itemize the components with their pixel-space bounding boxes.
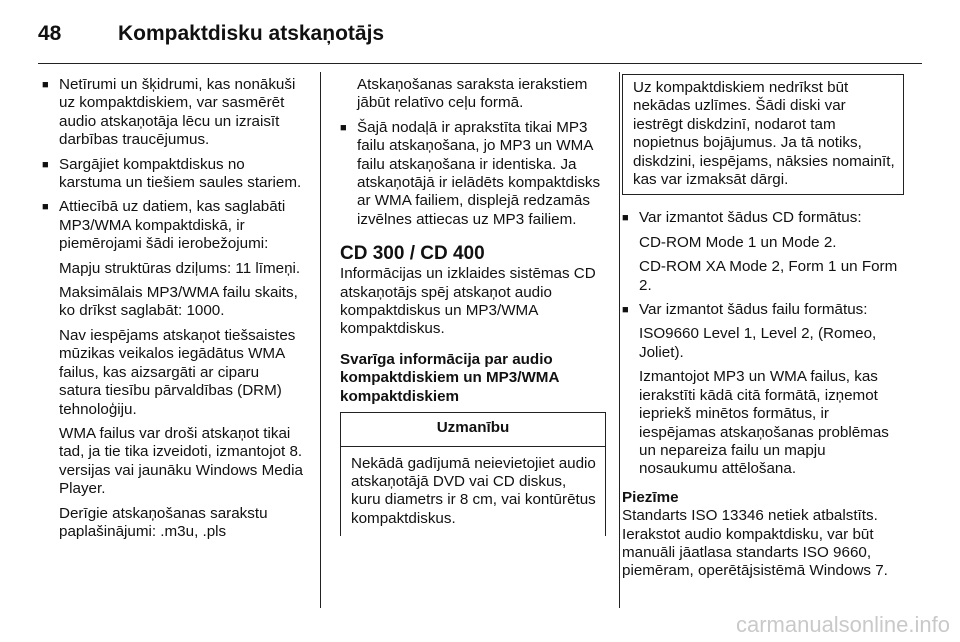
bullet-item: ■ Šajā nodaļā ir aprakstīta tikai MP3 failu atskaņošana, jo MP3 un WMA failu atskaņošana ir identiska. Ja atskaņotājā ir ielādēts kompaktdisks ar WMA failiem, displejā redzamās izvēlnes attiecas uz MP3 failiem. xyxy=(340,119,606,229)
sub-paragraph: Izmantojot MP3 un WMA failus, kas ierakstīti kādā citā formātā, izņemot iepriekš minētos formātus, ir iespējamas atskaņošanas problēmas un nepareiza failu un mapju nosaukumu attēlošana. xyxy=(639,368,889,478)
sub-paragraph: Derīgie atskaņošanas sarakstu paplašinājumi: .m3u, .pls xyxy=(59,504,268,540)
column-3 xyxy=(622,76,904,581)
warning-box: Uz kompaktdiskiem nedrīkst būt nekādas uzlīmes. Šādi diski var iestrēgt diskdzinī, nodarot tam nopietnus bojājumus. Ja tā notiks, diskdzini, iespējams, nāksies nomainīt, kas var izmaksāt dārgi. xyxy=(622,74,904,195)
bullet-item: ■ Sargājiet kompaktdiskus no karstuma un tiešiem saules stariem. xyxy=(42,156,304,193)
watermark: carmanualsonline.info xyxy=(735,612,950,637)
sub-paragraph: Nav iespējams atskaņot tiešsaistes mūzikas veikalos iegādātus WMA failus, kas aizsargāti ar ciparu satura tiesību pārvaldības (DRM) tehnoloģiju. xyxy=(59,326,296,418)
section-title: CD 300 / CD 400 xyxy=(340,243,485,265)
page-title: Kompaktdisku atskaņotājs xyxy=(118,22,385,45)
bullet-item: ■ Attiecībā uz datiem, kas saglabāti MP3/WMA kompaktdiskā, ir piemērojami šādi ierobežojumi: xyxy=(42,198,304,253)
sub-paragraph: CD-ROM Mode 1 un Mode 2. xyxy=(639,233,837,251)
caution-title: Uzmanību xyxy=(341,413,605,446)
sub-paragraph: Atskaņošanas saraksta ierakstiem jābūt relatīvo ceļu formā. xyxy=(357,76,588,112)
header-rule xyxy=(38,63,922,64)
bullet-item: ■ Netīrumi un šķidrumi, kas nonākuši uz kompaktdiskiem, var sasmērēt audio atskaņotāja lēcu un izraisīt darbības traucējumus. xyxy=(42,76,304,150)
note-title: Piezīme xyxy=(622,488,679,506)
sub-paragraph: WMA failus var droši atskaņot tikai tad, ja tie tika izveidoti, izmantojot 8. versijas vai jaunāku Windows Media Player. xyxy=(59,424,303,498)
page-number: 48 xyxy=(38,22,62,45)
sub-paragraph: Maksimālais MP3/WMA failu skaits, ko drīkst saglabāt: 1000. xyxy=(59,284,298,320)
column-1 xyxy=(42,76,304,547)
column-divider-2 xyxy=(619,72,620,608)
bold-heading: Svarīga informācija par audio kompaktdiskiem un MP3/WMA kompaktdiskiem xyxy=(340,350,559,405)
bullet-item: ■ Var izmantot šādus failu formātus: xyxy=(622,301,904,319)
caution-text: Nekādā gadījumā neievietojiet audio atskaņotājā DVD vai CD diskus, kuru diametrs ir 8 cm, vai kontūrētus kompaktdiskus. xyxy=(351,454,596,527)
column-2 xyxy=(340,76,606,536)
bullet-item: ■ Var izmantot šādus CD formātus: xyxy=(622,209,904,227)
sub-paragraph: ISO9660 Level 1, Level 2, (Romeo, Joliet). xyxy=(639,325,877,361)
column-divider-1 xyxy=(320,72,321,608)
intro-paragraph: Informācijas un izklaides sistēmas CD atskaņotājs spēj atskaņot audio kompaktdiskus un MP3/WMA kompaktdiskus. xyxy=(340,265,596,338)
note-text: Standarts ISO 13346 netiek atbalstīts. Ierakstot audio kompaktdisku, var būt manuāli jāatlasa standarts ISO 9660, piemēram, operētājsistēmā Windows 7. xyxy=(622,507,888,580)
sub-paragraph: Mapju struktūras dziļums: 11 līmeņi. xyxy=(59,259,301,277)
page-header xyxy=(38,14,384,54)
sub-paragraph: CD-ROM XA Mode 2, Form 1 un Form 2. xyxy=(639,258,898,294)
caution-box xyxy=(340,412,606,536)
